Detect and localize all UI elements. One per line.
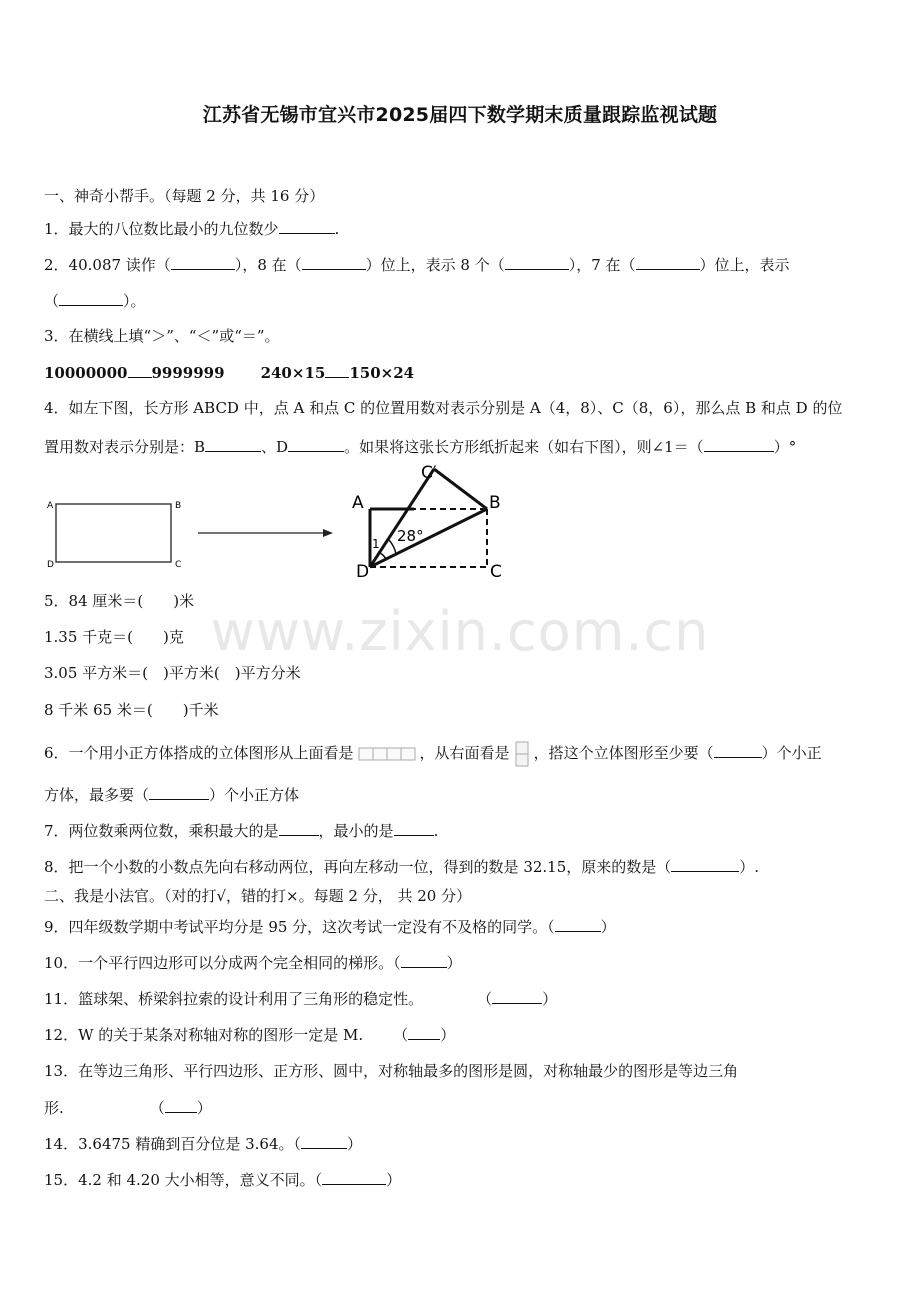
- label-a-left: A: [47, 501, 54, 511]
- judge-blank[interactable]: [165, 1097, 197, 1113]
- question-14: 14．3.6475 精确到百分位是 3.64。（ ）: [44, 1135, 363, 1153]
- answer-blank[interactable]: [279, 218, 335, 234]
- label-c-left: C: [175, 560, 182, 570]
- top-view-icon: [358, 746, 416, 762]
- answer-blank[interactable]: [205, 436, 261, 452]
- rectangle-abcd: [56, 504, 171, 562]
- label-angle-1: 1: [372, 537, 380, 551]
- question-13-cont: 形. （ ）: [44, 1099, 212, 1117]
- question-8: 8．把一个小数的小数点先向右移动两位，再向左移动一位，得到的数是 32.15，原来的数是（ ）.: [44, 858, 760, 876]
- question-4: 4．如左下图，长方形 ABCD 中，点 A 和点 C 的位置用数对表示分别是 A（4，8）、C（8，6），那么点 B 和点 D 的位: [44, 399, 843, 417]
- section-1-heading: 一、神奇小帮手。（每题 2 分，共 16 分）: [44, 187, 325, 205]
- answer-blank[interactable]: [279, 820, 319, 836]
- question-4-figure: [40, 460, 510, 585]
- answer-blank[interactable]: [288, 436, 344, 452]
- judge-blank[interactable]: [322, 1169, 386, 1185]
- question-2: 2．40.087 读作（ ），8 在（ ）位上，表示 8 个（ ），7 在（ ）位上，表示: [44, 256, 790, 274]
- label-d-right: D: [356, 562, 370, 582]
- arrow-head: [323, 529, 333, 537]
- question-9: 9．四年级数学期中考试平均分是 95 分，这次考试一定没有不及格的同学。（ ）: [44, 918, 616, 936]
- right-view-icon: [514, 741, 530, 767]
- question-11: 11．篮球架、桥梁斜拉索的设计利用了三角形的稳定性。 （ ）: [44, 990, 558, 1008]
- question-7: 7．两位数乘两位数，乘积最大的是 ，最小的是 .: [44, 822, 439, 840]
- question-13: 13．在等边三角形、平行四边形、正方形、圆中，对称轴最多的图形是圆，对称轴最少的图形是等边三角: [44, 1062, 739, 1080]
- question-6-cont: 方体，最多要（ ）个小正方体: [44, 786, 300, 804]
- answer-blank[interactable]: [59, 290, 123, 306]
- question-5-line-3: 3.05 平方米＝( )平方米( )平方分米: [44, 664, 301, 682]
- answer-blank[interactable]: [636, 254, 700, 270]
- label-c-prime: C′: [421, 463, 437, 483]
- label-b-right: B: [489, 493, 501, 513]
- question-10: 10．一个平行四边形可以分成两个完全相同的梯形。（ ）: [44, 954, 462, 972]
- compare-blank[interactable]: [325, 362, 349, 378]
- question-4-cont: 置用数对表示分别是：B 、D 。如果将这张长方形纸折起来（如右下图），则∠1＝（ ）°: [44, 438, 797, 456]
- angle-arc-28: [389, 540, 396, 554]
- judge-blank[interactable]: [492, 988, 542, 1004]
- question-3-expressions: 10000000 9999999 240×15 150×24: [44, 364, 415, 382]
- question-6: 6．一个用小正方体搭成的立体图形从上面看是 ，从右面看是 ，搭这个立体图形至少要（ ）个小正: [44, 741, 884, 767]
- judge-blank[interactable]: [408, 1024, 440, 1040]
- label-a-right: A: [352, 493, 364, 513]
- label-c-right: C: [490, 562, 502, 582]
- question-5-line-1: 5．84 厘米＝( )米: [44, 592, 195, 610]
- answer-blank[interactable]: [704, 436, 774, 452]
- label-b-left: B: [175, 501, 182, 511]
- question-1: 1．最大的八位数比最小的九位数少 .: [44, 220, 340, 238]
- answer-blank[interactable]: [505, 254, 569, 270]
- judge-blank[interactable]: [301, 1133, 347, 1149]
- answer-blank[interactable]: [394, 820, 434, 836]
- watermark: www.zixin.com.cn: [210, 600, 710, 663]
- answer-blank[interactable]: [714, 742, 762, 758]
- judge-blank[interactable]: [401, 952, 447, 968]
- label-angle-28: 28°: [397, 527, 424, 545]
- section-2-heading: 二、我是小法官。（对的打√，错的打×。每题 2 分， 共 20 分）: [44, 887, 472, 905]
- compare-blank[interactable]: [128, 362, 152, 378]
- question-15: 15．4.2 和 4.20 大小相等，意义不同。（ ）: [44, 1171, 402, 1189]
- judge-blank[interactable]: [555, 916, 601, 932]
- page-title: 江苏省无锡市宜兴市2025届四下数学期末质量跟踪监视试题: [202, 104, 718, 126]
- question-5-line-2: 1.35 千克＝( )克: [44, 628, 184, 646]
- answer-blank[interactable]: [149, 784, 209, 800]
- label-d-left: D: [47, 560, 54, 570]
- answer-blank[interactable]: [302, 254, 366, 270]
- question-3: 3．在横线上填“＞”、“＜”或“＝”。: [44, 327, 280, 345]
- answer-blank[interactable]: [671, 856, 739, 872]
- question-5-line-4: 8 千米 65 米＝( )千米: [44, 701, 219, 719]
- question-2-cont: （ ）。: [44, 292, 146, 310]
- question-12: 12．W 的关于某条对称轴对称的图形一定是 M. （ ）: [44, 1026, 456, 1044]
- answer-blank[interactable]: [171, 254, 235, 270]
